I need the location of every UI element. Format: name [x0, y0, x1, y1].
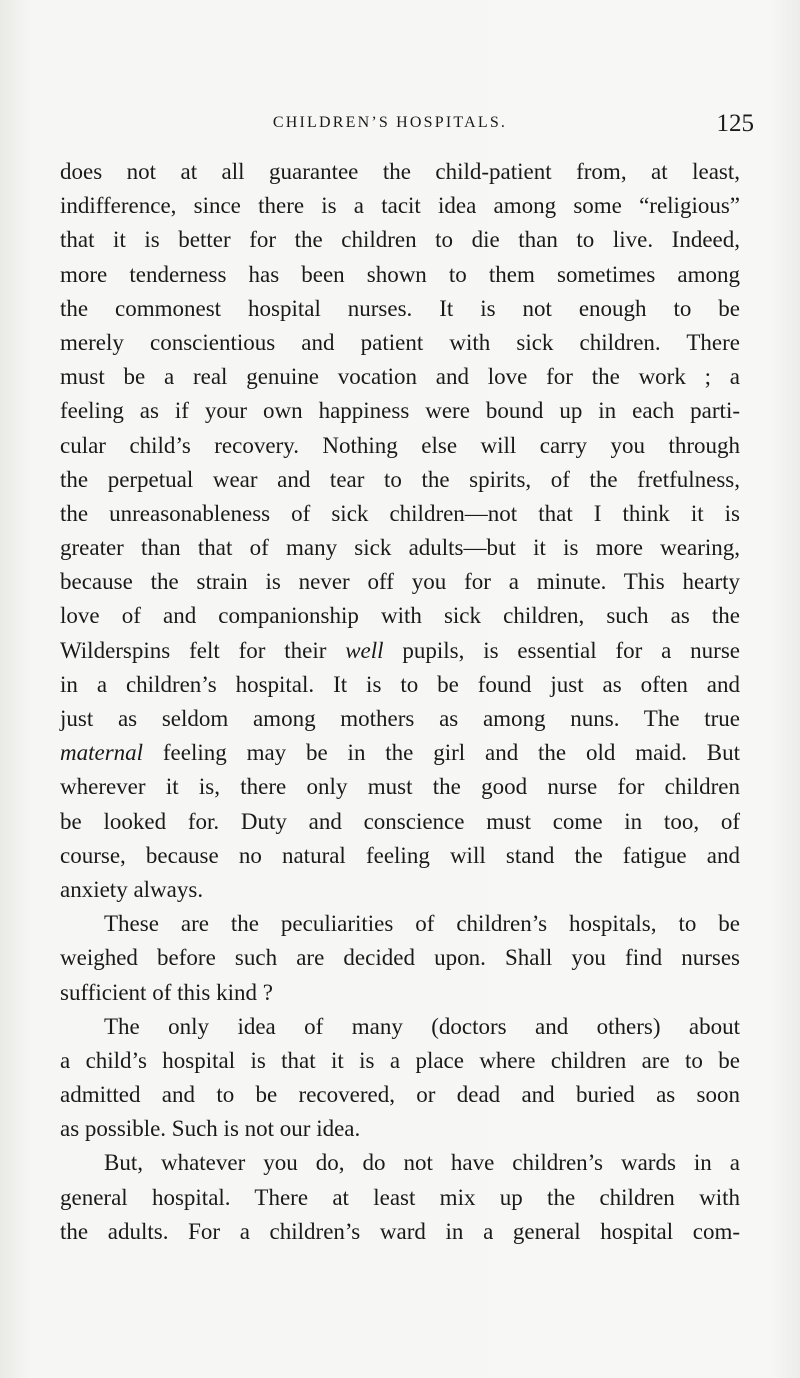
text-line: admitted and to be recovered, or dead and buried as soon [60, 1082, 740, 1108]
text-line: merely conscientious and patient with sick children. There [60, 329, 740, 355]
text-line: sufficient of this kind ? [60, 979, 273, 1005]
text-line: the commonest hospital nurses. It is not enough to be [60, 295, 740, 321]
text-line: must be a real genuine vocation and love for the work ; a [60, 364, 740, 390]
text-line: weighed before such are decided upon. Shall you find nurses [60, 945, 740, 971]
text-line: course, because no natural feeling will stand the fatigue and [60, 842, 740, 868]
text-line [60, 634, 740, 668]
text-line: love of and companionship with sick children, such as the [60, 603, 740, 629]
text-line: cular child’s recovery. Nothing else will carry you through [60, 432, 740, 458]
text-line: because the strain is never off you for a minute. This hearty [60, 569, 740, 595]
text-line: a child’s hospital is that it is a place where children are to be [60, 1047, 740, 1073]
text-segment: feeling may be in the girl and the old maid. But [143, 740, 740, 766]
text-segment: Wilderspins felt for their [60, 637, 346, 663]
text-line: indifference, since there is a tacit idea among some “religious” [60, 193, 740, 219]
text-line: the unreasonableness of sick children—not that I think it is [60, 500, 740, 526]
text-line: as possible. Such is not our idea. [60, 1116, 361, 1142]
text-line [60, 736, 740, 770]
running-head [0, 110, 800, 140]
text-line: be looked for. Duty and conscience must come in too, of [60, 808, 740, 834]
text-line: general hospital. There at least mix up the children with [60, 1184, 740, 1210]
text-line: just as seldom among mothers as among nuns. The true [60, 706, 740, 731]
text-line: the adults. For a children’s ward in a general hospital com- [60, 1218, 740, 1244]
text-line: does not at all guarantee the child-patient from, at least, [60, 159, 740, 184]
text-line: in a children’s hospital. It is to be found just as often and [60, 671, 740, 697]
text-line: that it is better for the children to die than to live. Indeed, [60, 227, 740, 253]
text-line: These are the peculiarities of children’s hospitals, to be [104, 911, 740, 937]
text-segment: pupils, is essential for a nurse [383, 637, 740, 663]
text-line: feeling as if your own happiness were bound up in each parti- [60, 398, 740, 424]
emphasis-maternal: maternal [60, 740, 144, 766]
text-line: wherever it is, there only must the good nurse for children [60, 774, 740, 800]
text-line: more tenderness has been shown to them sometimes among [60, 261, 740, 287]
text-line: The only idea of many (doctors and others) about [104, 1013, 740, 1039]
running-title: CHILDREN’S HOSPITALS. [272, 114, 508, 131]
page-number: 125 [716, 110, 754, 137]
text-line: But, whatever you do, do not have children’s wards in a [104, 1150, 740, 1176]
text-line: anxiety always. [60, 876, 204, 902]
text-line: the perpetual wear and tear to the spirits, of the fretfulness, [60, 466, 740, 492]
body-text [60, 155, 740, 1249]
emphasis-well: well [345, 637, 384, 663]
text-line: greater than that of many sick adults—but it is more wearing, [60, 535, 740, 561]
